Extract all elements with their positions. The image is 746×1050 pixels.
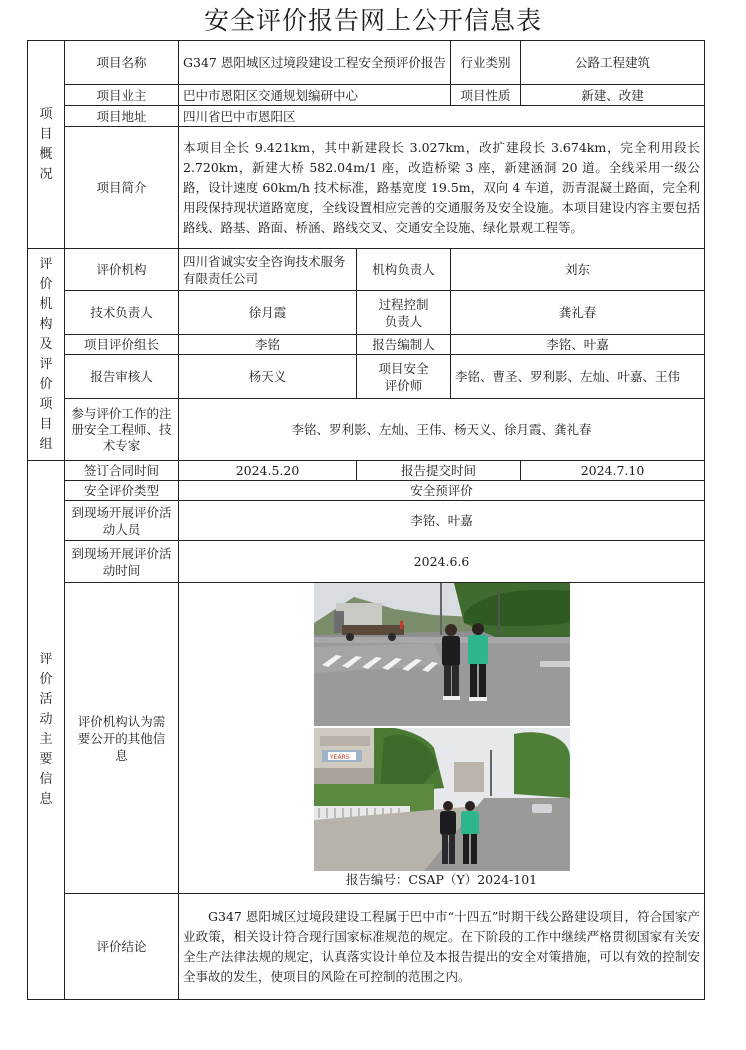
section-agency: 评 价 机 构 及 评 价 项 目 组 xyxy=(28,249,65,461)
process-head-label: 过程控制负责人 xyxy=(357,291,451,335)
type-value: 安全预评价 xyxy=(179,481,705,501)
onsite-date-label: 到现场开展评价活动时间 xyxy=(65,541,179,583)
site-photo-2 xyxy=(314,728,570,871)
team-leader-value: 李铭 xyxy=(179,335,357,355)
info-table xyxy=(27,40,705,1000)
contract-date-value: 2024.5.20 xyxy=(179,461,357,481)
section-overview: 项 目 概 况 xyxy=(28,41,65,249)
org-label: 评价机构 xyxy=(65,249,179,291)
org-head-value: 刘东 xyxy=(451,249,705,291)
report-author-value: 李铭、叶嘉 xyxy=(451,335,705,355)
reviewer-label: 报告审核人 xyxy=(65,355,179,399)
type-label: 安全评价类型 xyxy=(65,481,179,501)
owner-value: 巴中市恩阳区交通规划编研中心 xyxy=(179,85,451,106)
conclusion-value: G347 恩阳城区过境段建设工程属于巴中市“十四五”时期干线公路建设项目，符合国家产业政策，相关设计符合现行国家标准规范的规定。在下阶段的工作中继续严格贯彻国家有关安全生产法律法规的规定，认真落实设计单位及本报告提出的安全对策措施，可以有效的控制安全事故的发生，使项目的风险在可控制的范围之内。 xyxy=(179,894,705,1000)
contract-date-label: 签订合同时间 xyxy=(65,461,179,481)
owner-label: 项目业主 xyxy=(65,85,179,106)
reviewer-value: 杨天义 xyxy=(179,355,357,399)
org-head-label: 机构负责人 xyxy=(357,249,451,291)
page-title: 安全评价报告网上公开信息表 xyxy=(203,6,542,35)
team-leader-label: 项目评价组长 xyxy=(65,335,179,355)
assessors-value: 李铭、曹圣、罗利影、左灿、叶嘉、王伟 xyxy=(451,355,705,399)
report-author-label: 报告编制人 xyxy=(357,335,451,355)
assessors-label: 项目安全评价师 xyxy=(357,355,451,399)
address-label: 项目地址 xyxy=(65,106,179,127)
intro-label: 项目简介 xyxy=(65,127,179,249)
shop-sign-text: YEARS xyxy=(329,754,350,761)
conclusion-label: 评价结论 xyxy=(65,894,179,1000)
report-number: 报告编号：CSAP（Y）2024-101 xyxy=(345,872,538,887)
tech-head-label: 技术负责人 xyxy=(65,291,179,335)
industry-value: 公路工程建筑 xyxy=(521,41,705,85)
intro-value: 本项目全长 9.421km，其中新建段长 3.027km，改扩建段长 3.674km，完全利用段长 2.720km，新建大桥 582.04m/1 座，改造桥梁 3 座，新建涵洞 20 道。全线采用一级公路，设计速度 60km/h 技术标准，路基宽度 19.5m，双向 4 车道，沥青混凝土路面，完全利用段保持现状道路宽度，全线设置相应完善的交通服务及安全设施。本项目建设内容主要包括路线、路基、路面、桥涵、路线交叉、交通安全设施、绿化景观工程等。 xyxy=(179,127,705,249)
participants-value: 李铭、罗利影、左灿、王伟、杨天义、徐月霞、龚礼春 xyxy=(179,399,705,461)
onsite-date-value: 2024.6.6 xyxy=(179,541,705,583)
site-photo-1 xyxy=(314,583,570,726)
project-name-label: 项目名称 xyxy=(65,41,179,85)
industry-label: 行业类别 xyxy=(451,41,521,85)
participants-label: 参与评价工作的注册安全工程师、技术专家 xyxy=(65,399,179,461)
photo-cell xyxy=(179,583,705,894)
project-name-value: G347 恩阳城区过境段建设工程安全预评价报告 xyxy=(179,41,451,85)
org-value: 四川省诚实安全咨询技术服务有限责任公司 xyxy=(179,249,357,291)
submit-date-label: 报告提交时间 xyxy=(357,461,521,481)
submit-date-value: 2024.7.10 xyxy=(521,461,705,481)
nature-label: 项目性质 xyxy=(451,85,521,106)
onsite-people-label: 到现场开展评价活动人员 xyxy=(65,501,179,541)
nature-value: 新建、改建 xyxy=(521,85,705,106)
other-info-label: 评价机构认为需要公开的其他信息 xyxy=(65,583,179,894)
onsite-people-value: 李铭、叶嘉 xyxy=(179,501,705,541)
process-head-value: 龚礼春 xyxy=(451,291,705,335)
address-value: 四川省巴中市恩阳区 xyxy=(179,106,705,127)
section-activity: 评 价 活 动 主 要 信 息 xyxy=(28,461,65,1000)
tech-head-value: 徐月霞 xyxy=(179,291,357,335)
